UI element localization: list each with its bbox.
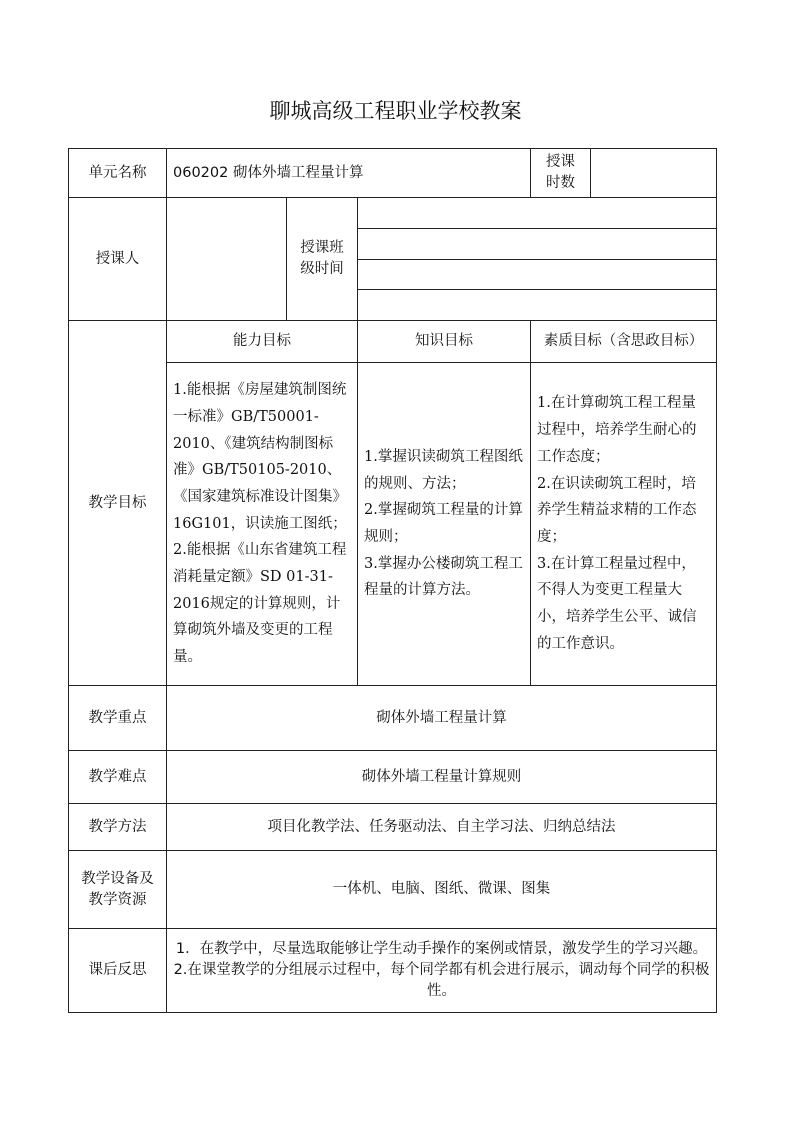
teacher-value [166, 197, 287, 321]
quality-item: 2.在识读砌筑工程时，培养学生精益求精的工作态度； [537, 475, 697, 545]
reflection-label: 课后反思 [68, 928, 167, 1013]
class-time-row [357, 259, 717, 290]
unit-name-value: 060202 砌体外墙工程量计算 [166, 148, 531, 198]
teacher-label: 授课人 [68, 197, 167, 321]
class-time-row [357, 197, 717, 229]
resources-label: 教学设备及教学资源 [68, 850, 167, 929]
knowledge-objectives [357, 362, 531, 686]
knowledge-item: 2.掌握砌筑工程量的计算规则； [364, 502, 523, 545]
ability-objectives [166, 362, 358, 686]
quality-header: 素质目标（含思政目标） [530, 320, 717, 363]
knowledge-item: 3.掌握办公楼砌筑工程工程量的计算方法。 [364, 555, 523, 599]
difficulties-value: 砌体外墙工程量计算规则 [166, 750, 717, 804]
unit-name-label: 单元名称 [68, 148, 167, 198]
quality-objectives [530, 362, 717, 686]
ability-item: 1.能根据《房屋建筑制图统一标准》GB/T50001-2010、《建筑结构制图标准》GB/T50105-2010、《国家建筑标准设计图集》16G101，识读施工图纸； [173, 382, 347, 532]
resources-value: 一体机、电脑、图纸、微课、图集 [166, 850, 717, 929]
ability-item: 2.能根据《山东省建筑工程消耗量定额》SD 01-31-2016规定的计算规则，计算砌筑外墙及变更的工程量。 [173, 542, 347, 666]
document-title: 聊城高级工程职业学校教案 [269, 99, 522, 123]
class-time-row [357, 289, 717, 321]
hours-label: 授课时数 [530, 148, 591, 198]
methods-value: 项目化教学法、任务驱动法、自主学习法、归纳总结法 [166, 803, 717, 851]
difficulties-label: 教学难点 [68, 750, 167, 804]
key-points-value: 砌体外墙工程量计算 [166, 685, 717, 751]
reflection-item: 2.在课堂教学的分组展示过程中，每个同学都有机会进行展示，调动每个同学的积极性。 [173, 962, 710, 999]
methods-label: 教学方法 [68, 803, 167, 851]
class-time-row [357, 228, 717, 260]
class-time-label: 授课班级时间 [286, 197, 358, 321]
quality-item: 3.在计算工程量过程中，不得人为变更工程量大小，培养学生公平、诚信的工作意识。 [537, 555, 697, 652]
knowledge-header: 知识目标 [357, 320, 531, 363]
quality-item: 1.在计算砌筑工程工程量过程中，培养学生耐心的工作态度； [537, 395, 697, 465]
reflection-value [166, 928, 717, 1013]
hours-value [590, 148, 717, 198]
reflection-item: 1．在教学中，尽量选取能够让学生动手操作的案例或情景，激发学生的学习兴趣。 [175, 941, 708, 957]
objectives-label: 教学目标 [68, 320, 167, 686]
knowledge-item: 1.掌握识读砌筑工程图纸的规则、方法； [364, 448, 523, 492]
key-points-label: 教学重点 [68, 685, 167, 751]
ability-header: 能力目标 [166, 320, 358, 363]
